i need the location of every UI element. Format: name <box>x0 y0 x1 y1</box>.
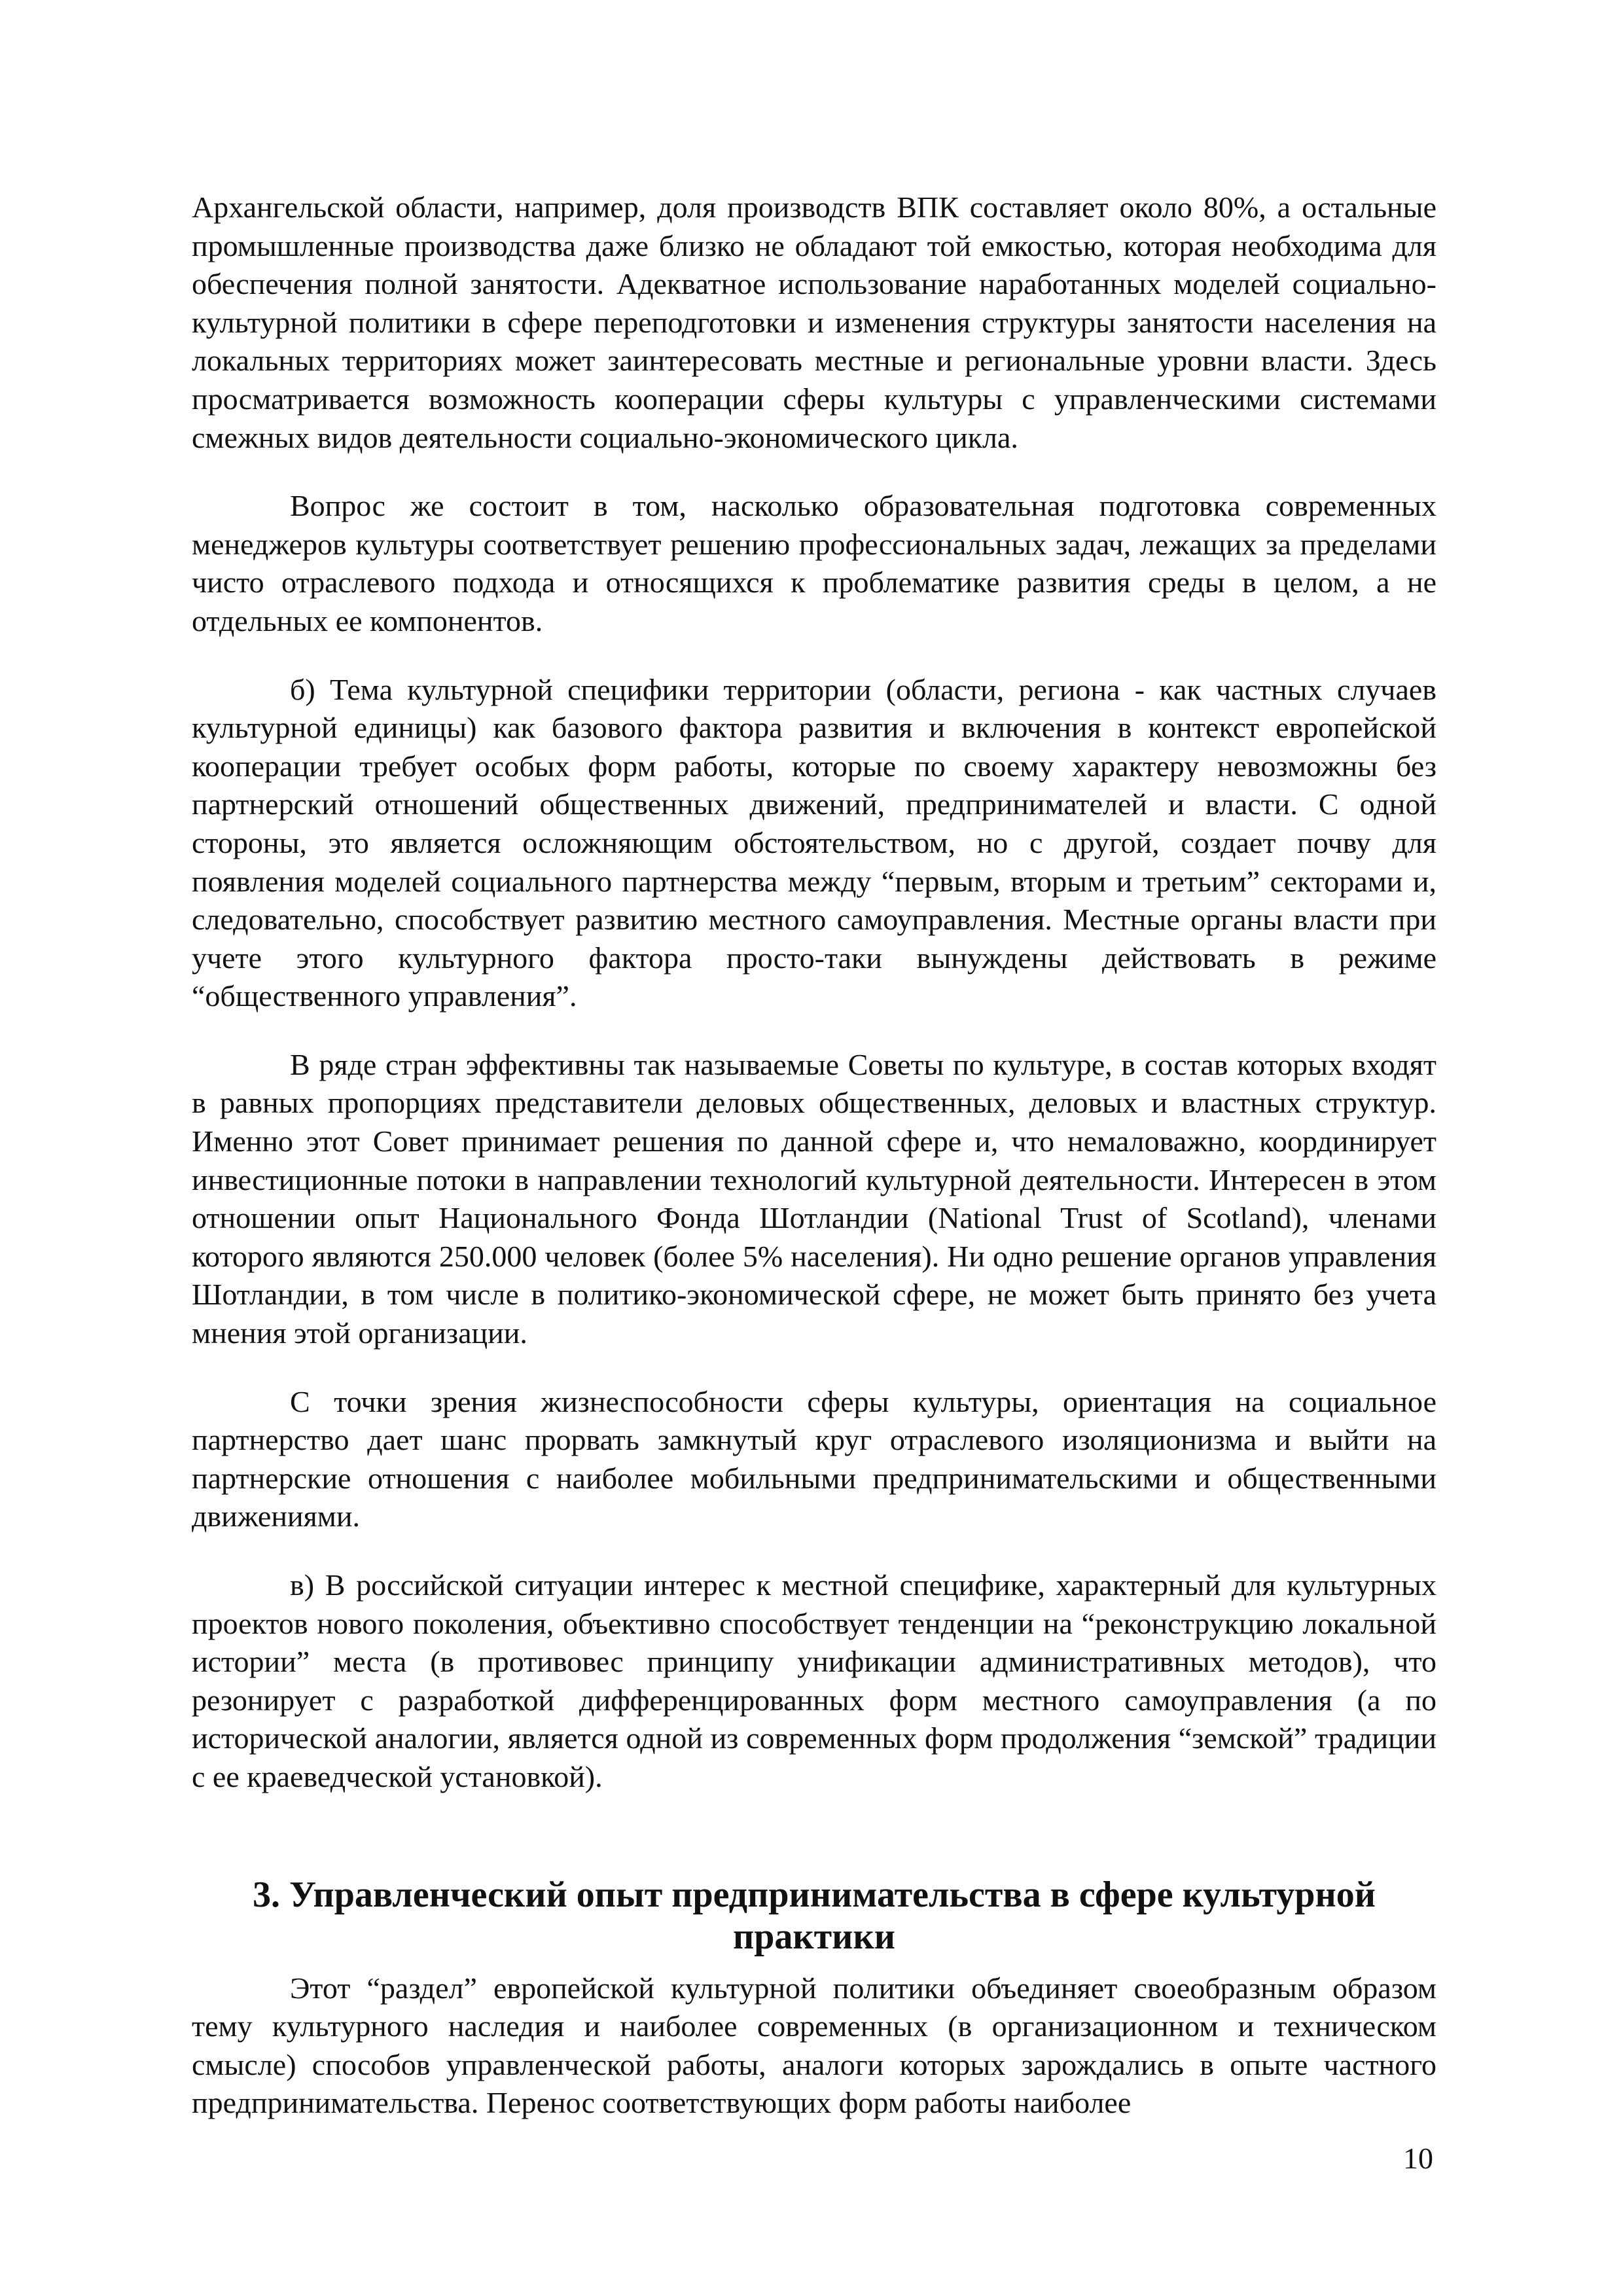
paragraph-cultural-specifics: б) Тема культурной специфики территории (области, региона - как частных случаев культурной единицы) как базового фактора развития и включения в контекст европейской кооперации требует особых форм работы, которые по своему характеру невозможны без партнерский отношений общественных движений, предпринимателей и власти. С одной стороны, это является осложняющим обстоятельством, но с другой, создает почву для появления моделей социального партнерства между “первым, вторым и третьим” секторами и, следовательно, способствует развитию местного самоуправления. Местные органы власти при учете этого культурного фактора просто-таки вынуждены действовать в режиме “общественного управления”. <box>192 672 1436 1013</box>
paragraph-managers-question: Вопрос же состоит в том, насколько образовательная подготовка современных менеджеров культуры соответствует решению профессиональных задач, лежащих за пределами чисто отраслевого подхода и относящихся к проблематике развития среды в целом, а не отдельных ее компонентов. <box>192 489 1436 637</box>
paragraph-russian-situation: в) В российской ситуации интерес к местной специфике, характерный для культурных проектов нового поколения, объективно способствует тенденции на “реконструкцию локальной истории” места (в противовес принципу унификации административных методов), что резонирует с разработкой дифференцированных форм местного самоуправления (а по исторической аналогии, является одной из современных форм продолжения “земской” традиции с ее краеведческой установкой). <box>192 1568 1436 1793</box>
paragraph-social-partnership: С точки зрения жизнеспособности сферы культуры, ориентация на социальное партнерство дает шанс прорвать замкнутый круг отраслевого изоляционизма и выйти на партнерские отношения с наиболее мобильными предпринимательскими и общественными движениями. <box>192 1384 1436 1534</box>
paragraph-culture-councils: В ряде стран эффективны так называемые Советы по культуре, в состав которых входят в равных пропорциях представители деловых общественных, деловых и властных структур. Именно этот Совет принимает решения по данной сфере и, что немаловажно, координирует инвестиционные потоки в направлении технологий культурной деятельности. Интересен в этом отношении опыт Национального Фонда Шотландии (National Trust of Scotland), членами которого являются 250.000 человек (более 5% населения). Ни одно решение органов управления Шотландии, в том числе в политико-экономической сфере, не может быть принято без учета мнения этой организации. <box>192 1047 1436 1350</box>
paragraph-section-intro: Этот “раздел” европейской культурной политики объединяет своеобразным образом тему культурного наследия и наиболее современных (в организационном и техническом смысле) способов управленческой работы, аналоги которых зарождались в опыте частного предпринимательства. Перенос соответствующих форм работы наиболее <box>192 1971 1436 2120</box>
document-page <box>192 188 1436 2123</box>
paragraph-arkhangelsk: Архангельской области, например, доля производств ВПК составляет около 80%, а остальные промышленные производства даже близко не обладают той емкостью, которая необходима для обеспечения полной занятости. Адекватное использование наработанных моделей социально-культурной политики в сфере переподготовки и изменения структуры занятости населения на локальных территориях может заинтересовать местные и региональные уровни власти. Здесь просматривается возможность кооперации сферы культуры с управленческими системами смежных видов деятельности социально-экономического цикла. <box>192 190 1436 454</box>
section-heading-line-1: 3. Управленческий опыт предпринимательства в сфере культурной <box>253 1874 1376 1915</box>
section-heading <box>192 1874 1436 1958</box>
page-number: 10 <box>1403 2142 1433 2175</box>
section-heading-line-2: практики <box>733 1916 895 1957</box>
